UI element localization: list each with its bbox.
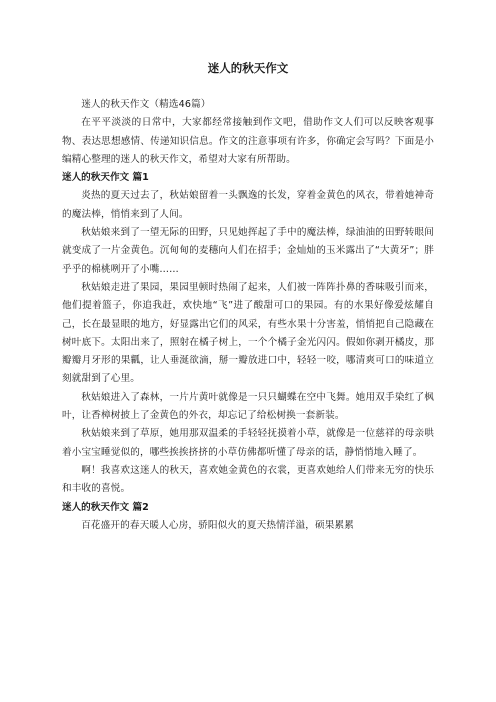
section-1-paragraph: 炎热的夏天过去了，秋姑娘留着一头飘逸的长发，穿着金黄色的风衣，带着她神奇的魔法棒，悄悄来到了人间。 [62, 190, 434, 220]
section-1-paragraph: 秋姑娘来到了一望无际的田野，只见她挥起了手中的魔法棒，绿油油的田野转眼间就变成了一片金黄色。沉甸甸的麦穗向人们在招手；金灿灿的玉米露出了“大黄牙”；胖乎乎的棉桃咧开了小嘴…… [62, 227, 434, 275]
intro-paragraph: 在平平淡淡的日常中，大家都经常接触到作文吧，借助作文人们可以反映客观事物、表达思想感情、传递知识信息。作文的注意事项有许多，你确定会写吗？下面是小编精心整理的迷人的秋天作文，希望对大家有所帮助。 [62, 117, 434, 165]
section-1-paragraph: 秋姑娘进入了森林，一片片黄叶就像是一只只蝴蝶在空中飞舞。她用双手染红了枫叶，让香樟树披上了金黄色的外衣，却忘记了给松树换一套新装。 [62, 391, 434, 422]
document-title: 迷人的秋天作文 [207, 61, 289, 75]
section-heading-2: 迷人的秋天作文 篇2 [62, 501, 149, 513]
document-subtitle: 迷人的秋天作文（精选46篇） [81, 99, 211, 110]
document-page [62, 60, 434, 535]
section-1-paragraph: 秋姑娘走进了果园，果园里顿时热闹了起来，人们被一阵阵扑鼻的香味吸引而来，他们提着篮子，你追我赶，欢快地“飞”进了酸甜可口的果园。有的水果好像爱炫耀自己，长在最显眼的地方，好显露出它们的风采，有些水果十分害羞，悄悄把自己隐藏在树叶底下。太阳出来了，照射在橘子树上，一个个橘子金光闪闪。假如你剥开橘皮，那瓣瓣月牙形的果瓤，让人垂涎欲滴，掰一瓣放进口中，轻轻一咬，哪清爽可口的味道立刻就甜到了心里。 [62, 281, 434, 385]
section-2-paragraph: 百花盛开的春天暖人心房，骄阳似火的夏天热情洋溢，硕果累累 [81, 519, 355, 531]
section-1-paragraph: 秋姑娘来到了草原，她用那双温柔的手轻轻抚摸着小草，就像是一位慈祥的母亲哄着小宝宝睡觉似的，哪些挨挨挤挤的小草仿佛都听懂了母亲的话，静悄悄地入睡了。 [62, 428, 434, 458]
section-1-paragraph: 啊！我喜欢这迷人的秋天，喜欢她金黄色的衣裳，更喜欢她给人们带来无穷的快乐和丰收的喜悦。 [62, 464, 434, 495]
section-heading-1: 迷人的秋天作文 篇1 [62, 172, 149, 184]
